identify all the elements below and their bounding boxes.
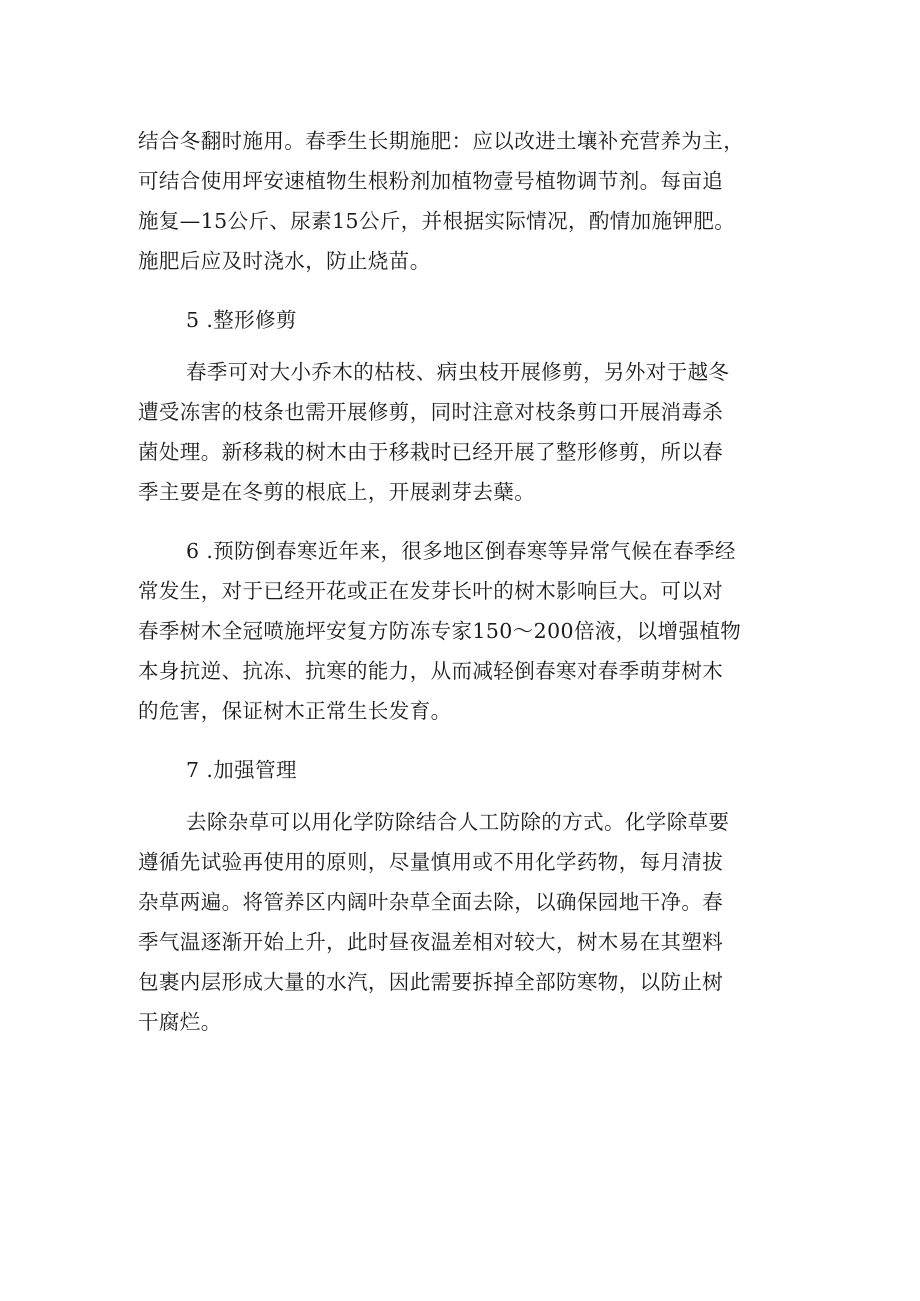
text-line: 遭受冻害的枝条也需开展修剪，同时注意对枝条剪口开展消毒杀 xyxy=(138,400,724,424)
text-line: 本身抗逆、抗冻、抗寒的能力，从而减轻倒春寒对春季萌芽树木 xyxy=(138,659,724,683)
text-line: 的危害，保证树木正常生长发育。 xyxy=(138,699,452,723)
heading-text: 5 .整形修剪 xyxy=(186,308,297,332)
text-line: 施肥后应及时浇水，防止烧苗。 xyxy=(138,249,431,273)
text-line: 春季可对大小乔木的枯枝、病虫枝开展修剪，另外对于越冬 xyxy=(186,360,730,384)
text-line: 去除杂草可以用化学防除结合人工防除的方式。化学除草要 xyxy=(186,810,730,834)
text-line: 菌处理。新移栽的树木由于移栽时已经开展了整形修剪，所以春 xyxy=(138,440,724,464)
text-line: 季主要是在冬剪的根底上，开展剥芽去蘖。 xyxy=(138,480,536,504)
text-line: 结合冬翻时施用。春季生长期施肥：应以改进土壤补充营养为主， xyxy=(138,129,745,153)
text-line: 6 .预防倒春寒近年来，很多地区倒春寒等异常气候在春季经 xyxy=(186,539,736,563)
text-line: 包裹内层形成大量的水汽，因此需要拆掉全部防寒物，以防止树 xyxy=(138,970,724,994)
heading-text: 7 .加强管理 xyxy=(186,758,297,782)
text-line: 杂草两遍。将管养区内阔叶杂草全面去除，以确保园地干净。春 xyxy=(138,890,724,914)
text-line: 施复—15公斤、尿素15公斤，并根据实际情况，酌情加施钾肥。 xyxy=(138,209,736,233)
text-line: 常发生，对于已经开花或正在发芽长叶的树木影响巨大。可以对 xyxy=(138,579,724,603)
text-line: 春季树木全冠喷施坪安复方防冻专家150～200倍液，以增强植物 xyxy=(138,619,742,643)
text-line: 遵循先试验再使用的原则，尽量慎用或不用化学药物，每月清拔 xyxy=(138,850,724,874)
text-line: 季气温逐渐开始上升，此时昼夜温差相对较大，树木易在其塑料 xyxy=(138,930,724,954)
text-line: 干腐烂。 xyxy=(138,1010,222,1034)
text-line: 可结合使用坪安速植物生根粉剂加植物壹号植物调节剂。每亩追 xyxy=(138,169,724,193)
